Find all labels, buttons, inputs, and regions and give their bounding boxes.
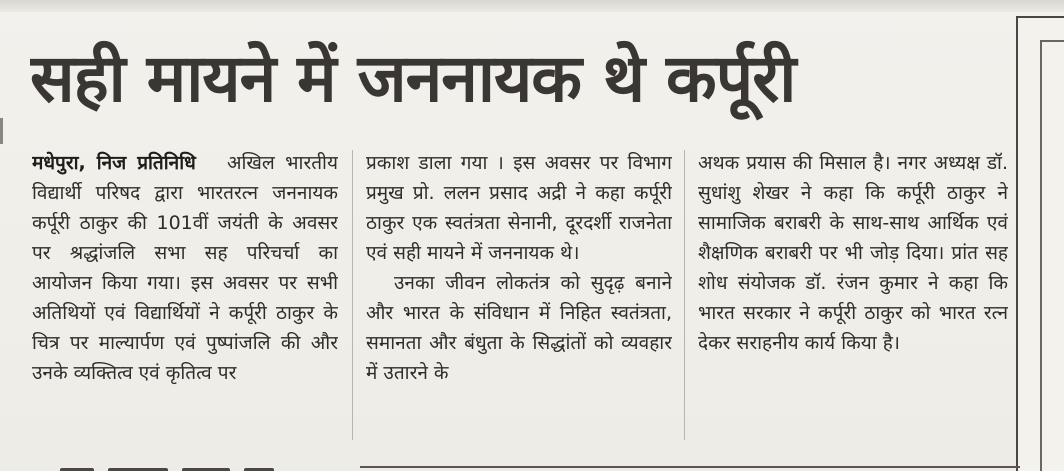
cropped-next-headline (60, 462, 300, 471)
left-margin-mark (0, 118, 3, 144)
column-divider-1 (352, 150, 353, 440)
article-dateline: मधेपुरा, निज प्रतिनिधि (32, 152, 196, 174)
column-2-paragraph-1: प्रकाश डाला गया । इस अवसर पर विभाग प्रमुख प्रो. ललन प्रसाद अद्री ने कहा कर्पूरी ठाकुर एक स्वतंत्रता सेनानी, दूरदर्शी राजनेता एवं सही मायने में जननायक थे। (366, 152, 672, 264)
article-column-1 (32, 148, 338, 448)
column-divider-2 (684, 150, 685, 440)
column-1-paragraph-1: अखिल भारतीय विद्यार्थी परिषद द्वारा भारतरत्न जननायक कर्पूरी ठाकुर की 101वीं जयंती के अवसर पर श्रद्धांजलि सभा सह परिचर्चा का आयोजन किया गया। इस अवसर पर सभी अतिथियों एवं विद्यार्थियों ने कर्पूरी ठाकुर के चित्र पर माल्यार्पण एवं पुष्पांजलि की और उनके व्यक्तित्व एवं कृतित्व पर (32, 152, 338, 384)
top-edge-strip (0, 0, 1064, 12)
article-column-3 (698, 148, 1008, 448)
article-column-2 (366, 148, 672, 448)
column-3-paragraph-1: अथक प्रयास की मिसाल है। नगर अध्यक्ष डॉ. सुधांशु शेखर ने कहा कि कर्पूरी ठाकुर ने सामाजिक बराबरी के साथ-साथ आर्थिक एवं शैक्षणिक बराबरी पर भी जोड़ दिया। प्रांत सह शोध संयोजक डॉ. रंजन कुमार ने कहा कि भारत सरकार ने कर्पूरी ठाकुर को भारत रत्न देकर सराहनीय कार्य किया है। (698, 152, 1008, 354)
column-2-paragraph-2: उनका जीवन लोकतंत्र को सुदृढ़ बनाने और भारत के संविधान में निहित स्वतंत्रता, समानता और बंधुता के सिद्धांतों को व्यवहार में उतारने के (366, 272, 672, 384)
bottom-border-rule (360, 466, 1020, 468)
article-headline: सही मायने में जननायक थे कर्पूरी (30, 40, 796, 117)
adjacent-article-inner-frame (1040, 40, 1064, 471)
